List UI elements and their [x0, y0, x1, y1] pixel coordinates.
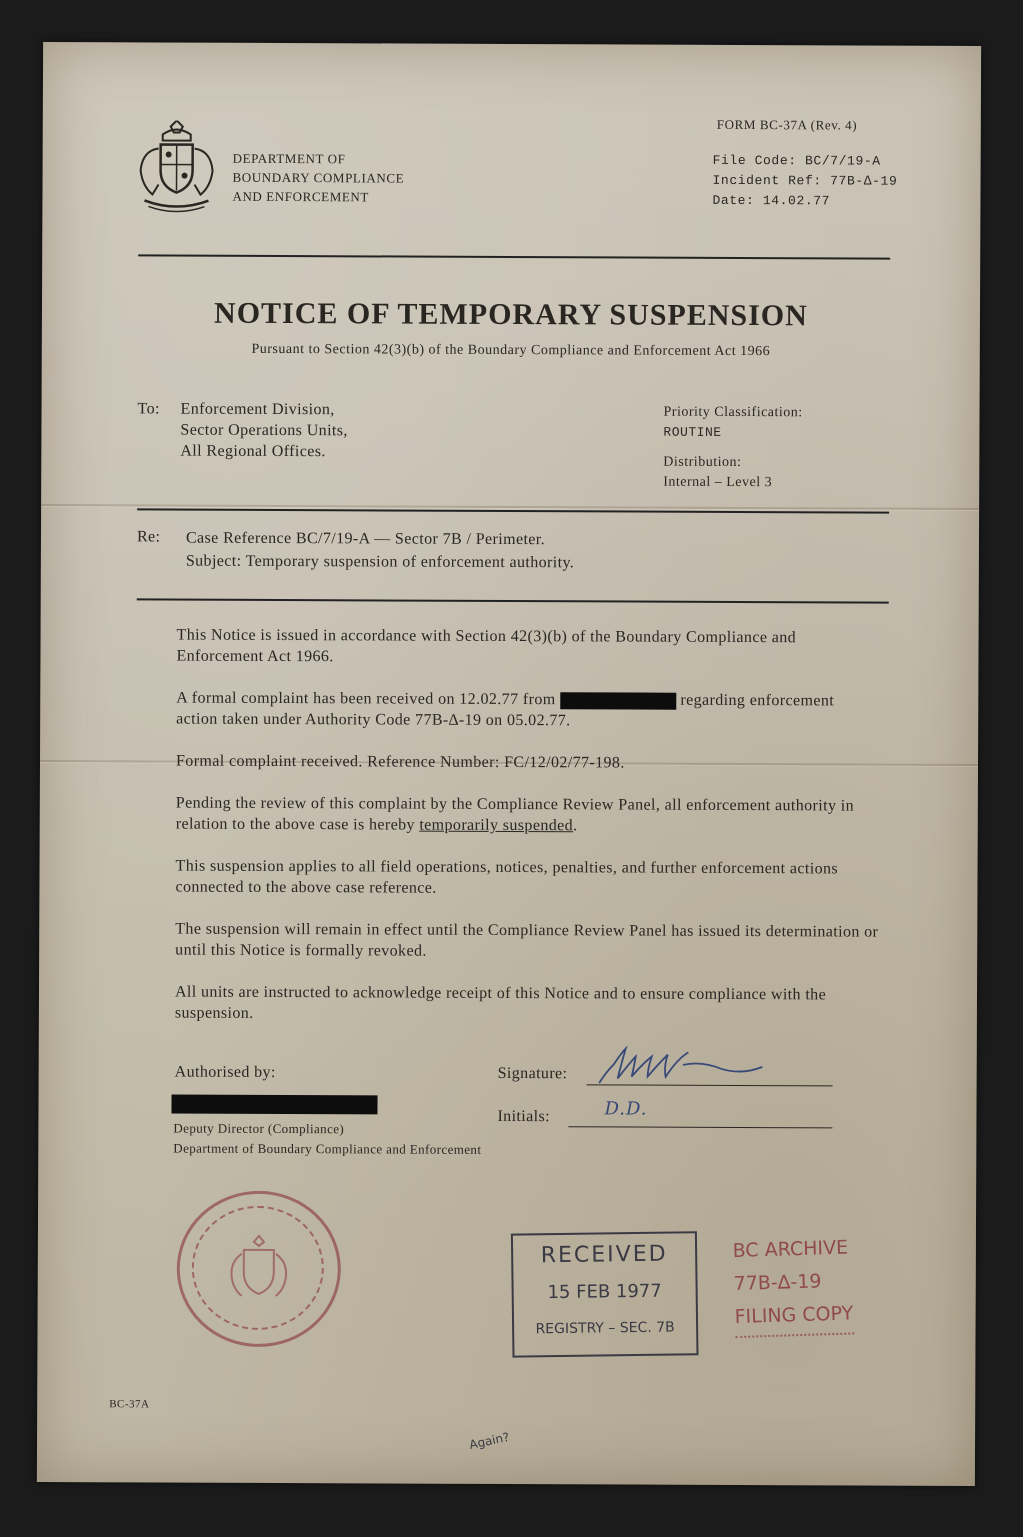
paragraph-text: Pending the review of this complaint by the Compliance Review Panel, all enforcement authority in relation to the above case is hereby — [175, 794, 855, 834]
paragraph-text: enforcement action taken under Authority Code 77B-∆-19 on 05.02.77. — [176, 692, 835, 730]
authority-role: Deputy Director (Compliance) — [173, 1120, 345, 1137]
handwritten-note: Again? — [468, 1429, 511, 1452]
received-stamp-title: RECEIVED — [540, 1241, 668, 1269]
notice-body — [175, 625, 897, 1027]
priority-label: Priority Classification: — [663, 404, 803, 421]
file-code: File Code: BC/7/19-A — [712, 152, 881, 169]
paragraph: The suspension will remain in effect until the Compliance Review Panel has issued its determination or until this Notice is formally revoked. — [175, 920, 879, 960]
authorised-by-label: Authorised by: — [174, 1063, 276, 1081]
incident-ref: Incident Ref: 77B-∆-19 — [712, 172, 898, 189]
paragraph: Pending the review of this complaint by the Compliance Review Panel, all enforcement authority in relation to the above case is hereby temporarily suspended. — [175, 794, 855, 835]
archive-stamp — [732, 1231, 854, 1338]
redaction-bar — [171, 1095, 377, 1115]
case-reference: Case Reference BC/7/19-A — Sector 7B / Perimeter. — [185, 529, 546, 549]
received-stamp-date: 15 FEB 1977 — [547, 1280, 662, 1304]
paragraph — [176, 688, 866, 733]
seal-crest-icon — [228, 1232, 290, 1304]
priority-value: ROUTINE — [663, 424, 722, 440]
file-references — [712, 151, 897, 212]
received-stamp — [511, 1231, 699, 1357]
recipient-line: Sector Operations Units, — [180, 421, 348, 440]
archive-stamp-line: BC ARCHIVE — [732, 1236, 849, 1263]
crest-icon — [134, 120, 218, 214]
department-line: AND ENFORCEMENT — [232, 188, 369, 205]
to-label: To: — [137, 400, 160, 418]
page-title: NOTICE OF TEMPORARY SUSPENSION — [214, 296, 808, 333]
re-block — [186, 527, 575, 575]
notice-date: Date: 14.02.77 — [712, 192, 831, 209]
priority-block — [663, 403, 803, 494]
department-line: BOUNDARY COMPLIANCE — [232, 169, 405, 186]
to-recipients — [180, 399, 348, 463]
form-id: FORM BC-37A (Rev. 4) — [716, 116, 858, 133]
official-seal — [176, 1191, 341, 1348]
paragraph: This Notice is issued in accordance with Section 42(3)(b) of the Boundary Compliance and Enforcement Act 1966. — [176, 626, 797, 666]
subject-line: Subject: Temporary suspension of enforcement authority. — [185, 552, 575, 572]
department-name — [232, 149, 404, 207]
paragraph: Formal complaint received. Reference Number: FC/12/02/77-198. — [175, 752, 625, 772]
authority-department: Department of Boundary Compliance and Enforcement — [173, 1140, 482, 1157]
divider — [138, 254, 890, 259]
redaction-bar — [560, 692, 676, 710]
paragraph: This suspension applies to all field operations, notices, penalties, and further enforcement actions connected to the above case reference. — [175, 857, 839, 897]
page-subtitle: Pursuant to Section 42(3)(b) of the Boundary Compliance and Enforcement Act 1966 — [251, 341, 771, 360]
document-sheet — [37, 42, 981, 1486]
archive-stamp-line: FILING COPY — [734, 1297, 854, 1338]
paragraph: All units are instructed to acknowledge receipt of this Notice and to ensure compliance with the suspension. — [174, 983, 827, 1022]
paragraph-text: A formal complaint has been received on 12.02.77 from — [176, 689, 556, 709]
initials-line — [568, 1126, 832, 1128]
distribution-label: Distribution: — [663, 454, 742, 471]
authority-block — [173, 1119, 481, 1160]
signature-label: Signature: — [497, 1064, 568, 1083]
divider — [137, 598, 889, 603]
re-label: Re: — [136, 528, 161, 546]
form-code: BC-37A — [109, 1398, 150, 1411]
initials-value: D.D. — [604, 1098, 648, 1120]
recipient-line: Enforcement Division, — [180, 400, 335, 419]
paragraph-text: regarding — [680, 691, 746, 710]
archive-stamp-line: 77B-∆-19 — [733, 1270, 822, 1296]
distribution-value: Internal – Level 3 — [663, 474, 773, 491]
recipient-line: All Regional Offices. — [180, 442, 326, 461]
emphasis-text: temporarily suspended — [419, 816, 574, 835]
handwritten-signature — [592, 1042, 772, 1089]
department-line: DEPARTMENT OF — [232, 150, 346, 167]
received-stamp-registry: REGISTRY – SEC. 7B — [535, 1319, 675, 1338]
initials-label: Initials: — [497, 1107, 550, 1126]
